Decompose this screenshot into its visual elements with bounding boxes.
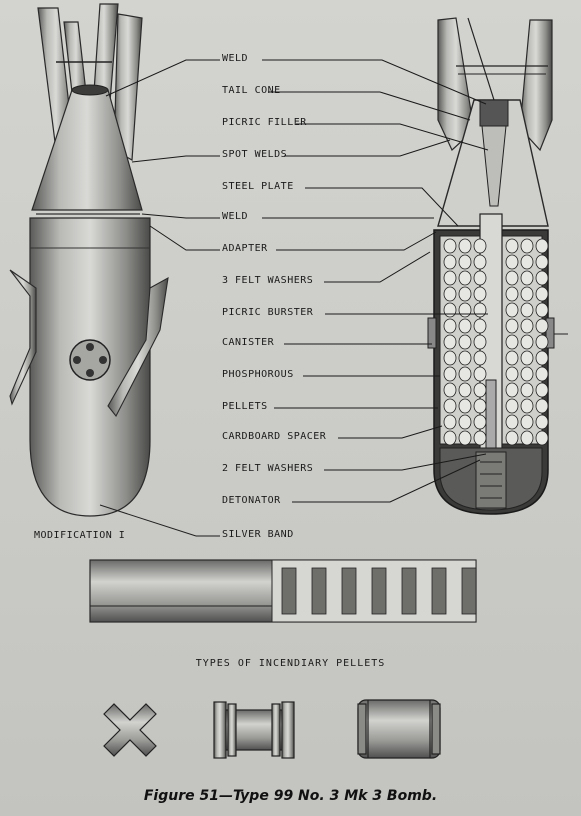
- label-canister: CANISTER: [222, 337, 275, 348]
- pellet: [536, 367, 548, 381]
- pellet: [444, 287, 456, 301]
- pellet: [459, 271, 471, 285]
- pellet: [459, 239, 471, 253]
- pellet: [521, 287, 533, 301]
- pellet: [506, 383, 518, 397]
- pellet: [474, 255, 486, 269]
- pellet: [444, 271, 456, 285]
- pellet: [474, 271, 486, 285]
- pellet: [459, 319, 471, 333]
- pellet: [536, 431, 548, 445]
- pellet: [521, 431, 533, 445]
- pellet: [506, 399, 518, 413]
- pellet: [506, 319, 518, 333]
- pellet: [474, 335, 486, 349]
- pellet: [536, 399, 548, 413]
- pellet: [536, 303, 548, 317]
- pellet: [459, 431, 471, 445]
- pellet: [521, 415, 533, 429]
- pellet: [506, 431, 518, 445]
- pellet: [459, 415, 471, 429]
- strip-pellet: [432, 568, 446, 614]
- pellet: [506, 271, 518, 285]
- tail-opening: [72, 85, 108, 95]
- strip-pellet: [312, 568, 326, 614]
- label-detonator: DETONATOR: [222, 495, 281, 506]
- label-adapter: ADAPTER: [222, 243, 268, 254]
- pellet: [506, 255, 518, 269]
- pellet: [444, 351, 456, 365]
- label-2-felt-washers: 2 FELT WASHERS: [222, 463, 314, 474]
- pellet: [521, 255, 533, 269]
- pellet: [506, 239, 518, 253]
- pellet: [536, 271, 548, 285]
- bomb-cutaway-view: [428, 18, 568, 514]
- label-weld-mid: WELD: [222, 211, 249, 222]
- pellet: [536, 335, 548, 349]
- label-steel-plate: STEEL PLATE: [222, 181, 294, 192]
- label-pellets: PELLETS: [222, 401, 268, 412]
- pellet: [459, 367, 471, 381]
- pellet: [444, 335, 456, 349]
- pellet: [506, 351, 518, 365]
- pellet: [536, 239, 548, 253]
- pellet: [474, 319, 486, 333]
- pellet: [506, 367, 518, 381]
- pellet: [474, 415, 486, 429]
- pellet: [521, 303, 533, 317]
- pellet: [459, 287, 471, 301]
- pellet: [474, 303, 486, 317]
- label-phosphorous: PHOSPHOROUS: [222, 369, 294, 380]
- pellet: [444, 319, 456, 333]
- pellet: [474, 367, 486, 381]
- pellet: [521, 239, 533, 253]
- label-cardboard-spacer: CARDBOARD SPACER: [222, 431, 327, 442]
- pellet: [444, 383, 456, 397]
- pellet: [506, 415, 518, 429]
- pellet-types-heading: TYPES OF INCENDIARY PELLETS: [195, 658, 386, 669]
- pellet: [521, 319, 533, 333]
- pellet: [459, 383, 471, 397]
- pellet: [459, 399, 471, 413]
- bomb-exterior-view: [10, 4, 196, 536]
- strip-pellet: [282, 568, 296, 614]
- pellet: [444, 303, 456, 317]
- strip-pellet: [462, 568, 476, 614]
- pellet: [536, 415, 548, 429]
- pellet: [521, 271, 533, 285]
- strip-pellet: [342, 568, 356, 614]
- pellet: [474, 239, 486, 253]
- strip-pellet: [372, 568, 386, 614]
- label-silver-band: SILVER BAND: [222, 529, 294, 540]
- pellet: [474, 287, 486, 301]
- pellet: [506, 287, 518, 301]
- pellet: [474, 351, 486, 365]
- strip-pellet: [402, 568, 416, 614]
- pellet: [459, 335, 471, 349]
- figure-caption: Figure 51—Type 99 No. 3 Mk 3 Bomb.: [143, 788, 438, 804]
- filler-plug: [480, 100, 508, 126]
- pellet: [506, 335, 518, 349]
- detonator: [476, 452, 506, 508]
- pellet: [444, 367, 456, 381]
- pellet: [444, 239, 456, 253]
- pellet: [444, 431, 456, 445]
- pellet: [474, 431, 486, 445]
- label-tail-cone: TAIL CONE: [222, 85, 281, 96]
- pellet: [521, 335, 533, 349]
- label-picric-filler: PICRIC FILLER: [222, 117, 307, 128]
- pellet: [459, 303, 471, 317]
- pellet: [536, 319, 548, 333]
- pellet: [444, 415, 456, 429]
- pellet-type-spool: [214, 702, 294, 758]
- pellet: [474, 399, 486, 413]
- modification-label: MODIFICATION I: [34, 530, 126, 541]
- pellet: [521, 367, 533, 381]
- label-weld-top: WELD: [222, 53, 249, 64]
- pellet: [521, 383, 533, 397]
- pellet: [536, 383, 548, 397]
- pellet: [536, 351, 548, 365]
- pellet: [536, 255, 548, 269]
- label-spot-welds: SPOT WELDS: [222, 149, 288, 160]
- label-picric-burster: PICRIC BURSTER: [222, 307, 314, 318]
- label-3-felt-washers: 3 FELT WASHERS: [222, 275, 314, 286]
- pellet: [459, 255, 471, 269]
- pellet-type-cylinder: [358, 700, 440, 758]
- pellet: [444, 399, 456, 413]
- pellet: [459, 351, 471, 365]
- pellet: [444, 255, 456, 269]
- pellet-strip: [90, 560, 476, 622]
- pellet-type-cross: [104, 704, 156, 756]
- pellet: [536, 287, 548, 301]
- pellet: [521, 399, 533, 413]
- pellet: [521, 351, 533, 365]
- pellet: [506, 303, 518, 317]
- pellet: [474, 383, 486, 397]
